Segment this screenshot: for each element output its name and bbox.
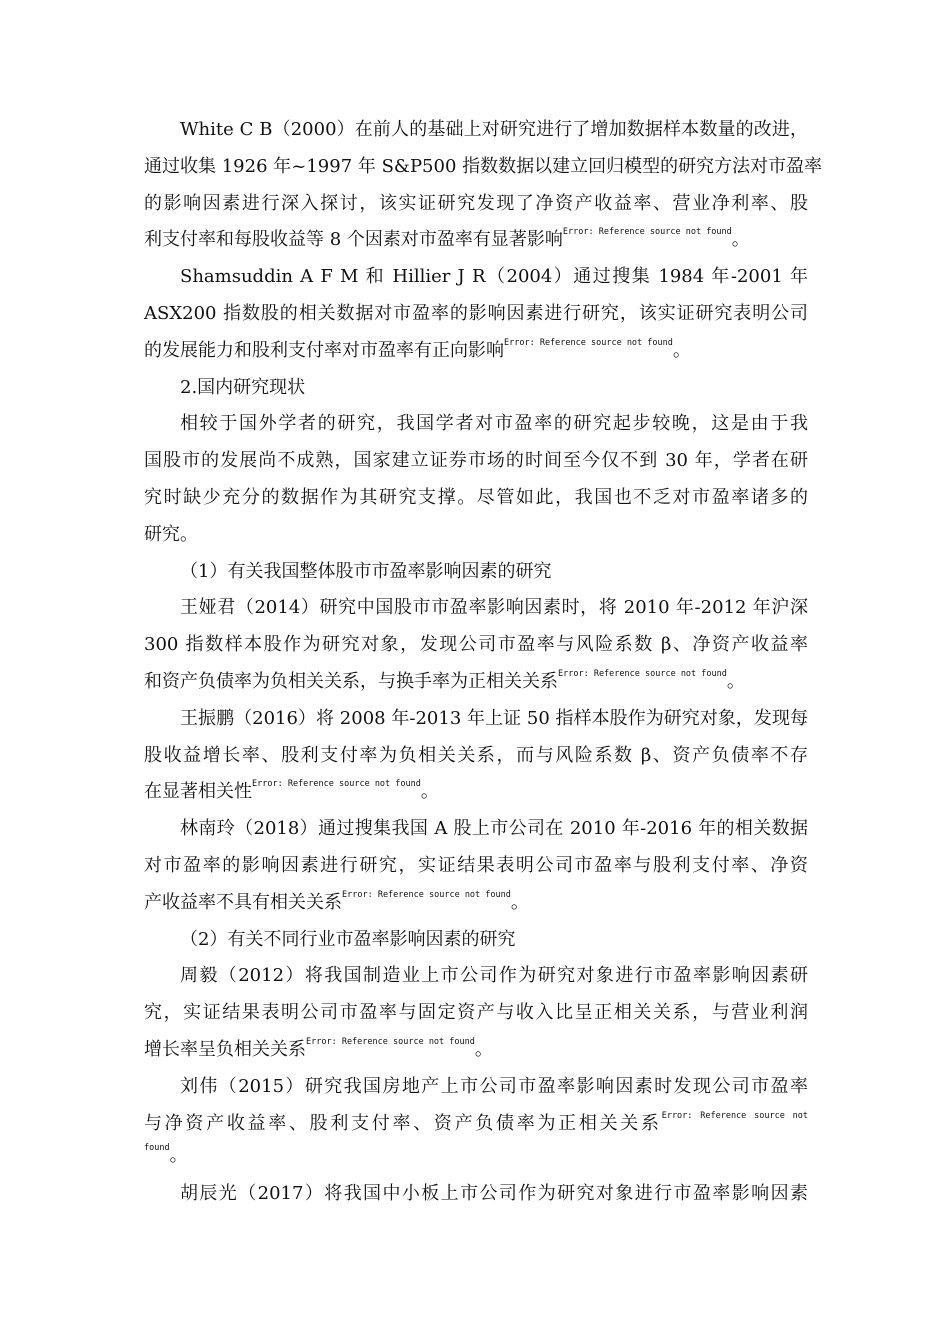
text-line: [144, 1106, 808, 1143]
text-line: 对市盈率的影响因素进行研究，实证结果表明公司市盈率与股利支付率、净资: [144, 854, 808, 876]
text-line-body: 的发展能力和股利支付率对市盈率有正向影响: [144, 339, 504, 361]
paragraph-lin-nanling: [144, 811, 808, 921]
text-line: [144, 1032, 808, 1069]
reference-error: Error: Reference source not found: [306, 1036, 475, 1047]
text-line-body: 与净资产收益率、股利支付率、资产负债率为正相关关系: [144, 1112, 662, 1134]
text-line-body: 在显著相关性: [144, 781, 252, 803]
reference-error: Error: Reference source not found: [504, 337, 673, 348]
paragraph-hu-chenguang: [144, 1176, 808, 1213]
text-line: [144, 222, 808, 259]
text-line: [144, 774, 808, 811]
reference-error: Error: Reference source not found: [252, 779, 421, 790]
text-line-body: 利支付率和每股收益等 8 个因素对市盈率有显著影响: [144, 229, 563, 251]
reference-error-continued: found: [144, 1143, 170, 1154]
text-line: 的影响因素进行深入探讨，该实证研究发现了净资产收益率、营业净利率、股: [144, 192, 808, 214]
text-line: [144, 885, 808, 922]
sentence-end: 。: [169, 1145, 188, 1167]
paragraph-white: [144, 112, 823, 259]
text-line: 300 指数样本股作为研究对象，发现公司市盈率与风险系数 β、净资产收益率: [144, 634, 808, 656]
text-line: 国股市的发展尚不成熟，国家建立证券市场的时间至今仅不到 30 年，学者在研: [144, 450, 808, 472]
reference-error: Error: Reference source not found: [558, 668, 727, 679]
text-line: [144, 333, 808, 370]
document-page: [144, 112, 823, 1213]
text-line-body: 增长率呈负相关关系: [144, 1038, 306, 1060]
text-line: White C B（2000）在前人的基础上对研究进行了增加数据样本数量的改进，: [180, 119, 808, 140]
reference-error: Error: Reference source not found: [342, 889, 511, 900]
sentence-end: 。: [726, 670, 745, 692]
section-heading-domestic: 2.国内研究现状: [180, 376, 306, 398]
text-line: 王娅君（2014）研究中国股市市盈率影响因素时，将 2010 年-2012 年沪深: [180, 597, 808, 619]
sentence-end: 。: [731, 229, 750, 251]
text-line: 王振鹏（2016）将 2008 年-2013 年上证 50 指样本股作为研究对象，发现每: [180, 707, 808, 729]
text-line: 相较于国外学者的研究，我国学者对市盈率的研究起步较晚，这是由于我: [180, 413, 808, 435]
text-line: 胡辰光（2017）将我国中小板上市公司作为研究对象进行市盈率影响因素: [180, 1183, 808, 1205]
text-line-body: 产收益率不具有相关关系: [144, 891, 342, 913]
text-line: 刘伟（2015）研究我国房地产上市公司市盈率影响因素时发现公司市盈率: [180, 1075, 808, 1097]
paragraph-wang-yajun: [144, 590, 808, 700]
reference-error: Error: Reference source not: [661, 1110, 808, 1121]
paragraph-liu-wei: [144, 1069, 808, 1171]
subsection-heading-industries: （2）有关不同行业市盈率影响因素的研究: [180, 928, 516, 950]
subsection-heading-overall-market: （1）有关我国整体股市市盈率影响因素的研究: [180, 560, 552, 582]
text-line: 研究。: [144, 523, 198, 545]
text-line-body: 和资产负债率为负相关关系，与换手率为正相关关系: [144, 670, 558, 692]
sentence-end: 。: [672, 339, 691, 361]
text-line: 股收益增长率、股利支付率为负相关关系，而与风险系数 β、资产负债率不存: [144, 744, 808, 766]
paragraph-intro-domestic: [144, 406, 808, 553]
text-line: 究，实证结果表明公司市盈率与固定资产与收入比呈正相关关系，与营业利润: [144, 1002, 808, 1024]
text-line: 通过收集 1926 年~1997 年 S&P500 指数数据以建立回归模型的研究方法对市盈率: [144, 155, 823, 177]
paragraph-zhou-yi: [144, 958, 808, 1068]
paragraph-wang-zhenpeng: [144, 701, 808, 811]
text-line: 林南玲（2018）通过搜集我国 A 股上市公司在 2010 年-2016 年的相关数据: [180, 818, 808, 840]
text-line: 周毅（2012）将我国制造业上市公司作为研究对象进行市盈率影响因素研: [180, 965, 808, 987]
sentence-end: 。: [474, 1038, 493, 1060]
text-line: [144, 1142, 808, 1170]
text-line: ASX200 指数股的相关数据对市盈率的影响因素进行研究，该实证研究表明公司: [144, 302, 808, 324]
text-line: [144, 664, 808, 701]
sentence-end: 。: [510, 891, 529, 913]
sentence-end: 。: [420, 781, 439, 803]
paragraph-shamsuddin: [144, 259, 808, 369]
reference-error: Error: Reference source not found: [562, 227, 732, 238]
text-line: Shamsuddin A F M 和 Hillier J R（2004）通过搜集 1984 年-2001 年: [180, 266, 808, 288]
text-line: 究时缺少充分的数据作为其研究支撑。尽管如此，我国也不乏对市盈率诸多的: [144, 486, 808, 508]
